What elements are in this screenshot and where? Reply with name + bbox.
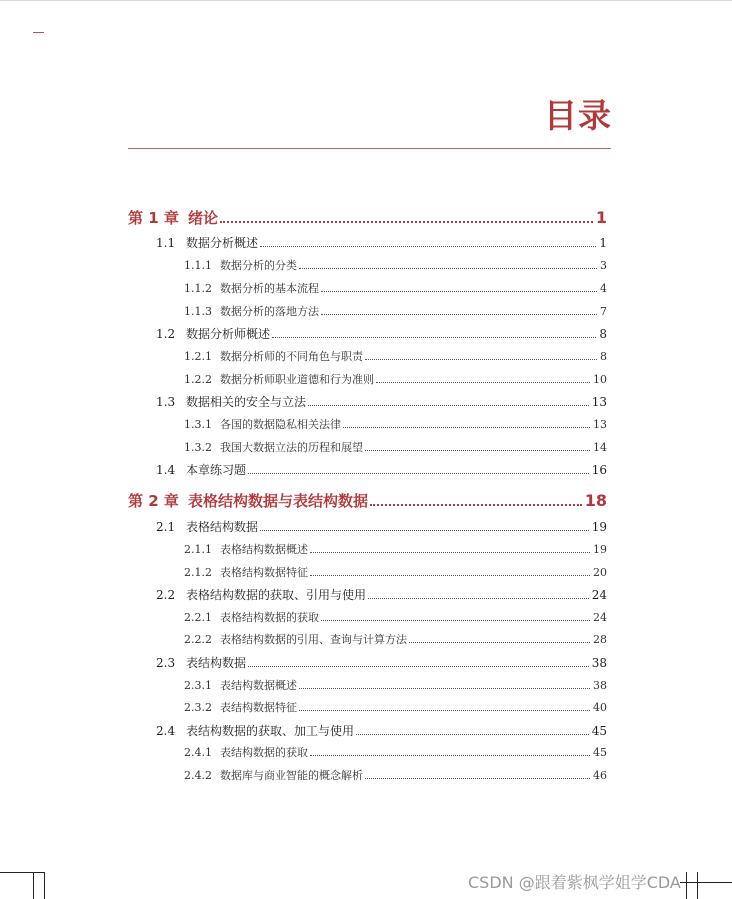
dot-leader — [368, 597, 589, 599]
toc-label: 表格结构数据特征 — [220, 566, 308, 579]
toc-label: 数据分析的落地方法 — [220, 305, 319, 318]
dot-leader — [299, 709, 590, 711]
toc-label: 表结构数据概述 — [220, 679, 297, 692]
toc-label: 数据分析师职业道德和行为准则 — [220, 373, 374, 386]
toc-subsection-1-2-1[interactable] — [184, 348, 607, 364]
toc-section-1-3[interactable] — [156, 393, 607, 411]
toc-number: 2.4 — [156, 724, 176, 738]
corner-mark — [33, 32, 44, 33]
toc-number: 1.3 — [156, 395, 176, 409]
toc-chapter-2[interactable] — [128, 490, 607, 510]
toc-label: 表结构数据特征 — [220, 701, 297, 714]
toc-subsection-2-1-2[interactable] — [184, 564, 607, 580]
toc-page-number: 1 — [595, 208, 607, 227]
toc-section-2-3[interactable] — [156, 654, 607, 672]
toc-subsection-2-2-2[interactable] — [184, 631, 607, 647]
toc-label: 表格结构数据的获取、引用与使用 — [186, 588, 367, 602]
toc-label: 数据分析师的不同角色与职责 — [220, 350, 363, 363]
crop-mark-left-v1 — [33, 872, 34, 899]
dot-leader — [248, 665, 589, 667]
toc-page-number: 38 — [593, 679, 607, 692]
crop-mark-left-v2 — [44, 872, 45, 899]
toc-label: 数据分析师概述 — [186, 327, 271, 341]
toc-page-number: 19 — [593, 543, 607, 556]
toc-page-number: 8 — [599, 327, 607, 341]
toc-page-number: 1 — [599, 236, 607, 250]
toc-number: 1.4 — [156, 463, 176, 477]
toc-subsection-1-3-1[interactable] — [184, 416, 607, 432]
toc-number: 第 1 章 — [128, 209, 179, 227]
toc-number: 2.4.2 — [184, 769, 212, 782]
toc-label: 各国的数据隐私相关法律 — [220, 418, 341, 431]
toc-label: 表结构数据的获取 — [220, 746, 308, 759]
dot-leader — [365, 777, 590, 779]
dot-leader — [356, 733, 589, 735]
toc-number: 2.1 — [156, 520, 176, 534]
toc-page-number: 10 — [593, 373, 607, 386]
dot-leader — [248, 472, 589, 474]
toc-page-number: 13 — [593, 418, 607, 431]
toc-section-1-2[interactable] — [156, 325, 607, 343]
toc-section-1-4[interactable] — [156, 461, 607, 479]
dot-leader — [310, 754, 590, 756]
toc-number: 1.1.1 — [184, 259, 212, 272]
toc-page-number: 16 — [591, 463, 607, 477]
toc-subsection-2-3-1[interactable] — [184, 677, 607, 693]
toc-page-number: 20 — [593, 566, 607, 579]
toc-number: 2.3.2 — [184, 701, 212, 714]
dot-leader — [308, 404, 589, 406]
dot-leader — [365, 358, 597, 360]
dot-leader — [260, 529, 589, 531]
toc-label: 数据库与商业智能的概念解析 — [220, 769, 363, 782]
toc-section-2-4[interactable] — [156, 722, 607, 740]
toc-number: 2.2 — [156, 588, 176, 602]
dot-leader — [299, 687, 590, 689]
toc-number: 2.1.1 — [184, 543, 212, 556]
toc-label: 数据分析的分类 — [220, 259, 297, 272]
toc-number: 1.1 — [156, 236, 176, 250]
toc-page-number: 46 — [593, 769, 607, 782]
dot-leader — [220, 220, 593, 223]
toc-chapter-1[interactable] — [128, 207, 607, 227]
toc-number: 1.2.1 — [184, 350, 212, 363]
dot-leader — [343, 426, 590, 428]
toc-page-number: 19 — [591, 520, 607, 534]
toc-subsection-1-1-1[interactable] — [184, 257, 607, 273]
toc-number: 2.1.2 — [184, 566, 212, 579]
page-title: 目录 — [544, 96, 612, 135]
toc-number: 2.2.2 — [184, 633, 212, 646]
dot-leader — [299, 267, 597, 269]
toc-page-number: 45 — [591, 724, 607, 738]
toc-number: 1.1.2 — [184, 282, 212, 295]
toc-page-number: 45 — [593, 746, 607, 759]
toc-label: 表格结构数据的获取 — [220, 611, 319, 624]
dot-leader — [370, 503, 582, 506]
toc-subsection-1-2-2[interactable] — [184, 371, 607, 387]
page-top-border — [0, 0, 732, 1]
toc-label: 数据相关的安全与立法 — [186, 395, 307, 409]
toc-subsection-2-1-1[interactable] — [184, 541, 607, 557]
toc-page-number: 28 — [593, 633, 607, 646]
toc-section-2-1[interactable] — [156, 518, 607, 536]
toc-label: 表格结构数据与表结构数据 — [188, 492, 369, 510]
toc-number: 2.3.1 — [184, 679, 212, 692]
toc-page-number: 18 — [584, 491, 607, 510]
watermark: CSDN @跟着紫枫学姐学CDA — [468, 873, 681, 892]
toc-subsection-1-3-2[interactable] — [184, 439, 607, 455]
dot-leader — [409, 641, 590, 643]
dot-leader — [376, 381, 590, 383]
toc-label: 我国大数据立法的历程和展望 — [220, 441, 363, 454]
toc-subsection-2-3-2[interactable] — [184, 699, 607, 715]
toc-page-number: 3 — [600, 259, 607, 272]
dot-leader — [321, 313, 597, 315]
toc-subsection-2-4-1[interactable] — [184, 744, 607, 760]
toc-number: 1.3.2 — [184, 441, 212, 454]
toc-number: 第 2 章 — [128, 492, 179, 510]
toc-subsection-2-4-2[interactable] — [184, 767, 607, 783]
toc-number: 1.3.1 — [184, 418, 212, 431]
toc-label: 数据分析概述 — [186, 236, 259, 250]
toc-subsection-1-1-3[interactable] — [184, 303, 607, 319]
dot-leader — [310, 574, 590, 576]
toc-number: 1.2 — [156, 327, 176, 341]
toc-label: 本章练习题 — [186, 463, 247, 477]
toc-subsection-2-2-1[interactable] — [184, 609, 607, 625]
toc-page-number: 13 — [591, 395, 607, 409]
crop-mark-left-h — [0, 872, 44, 873]
dot-leader — [321, 619, 590, 621]
toc-label: 表结构数据的获取、加工与使用 — [186, 724, 355, 738]
toc-page-number: 7 — [600, 305, 607, 318]
toc-page-number: 14 — [593, 441, 607, 454]
toc-section-2-2[interactable] — [156, 586, 607, 604]
toc-number: 2.3 — [156, 656, 176, 670]
dot-leader — [260, 245, 596, 247]
toc-section-1-1[interactable] — [156, 234, 607, 252]
dot-leader — [310, 551, 590, 553]
toc-number: 1.2.2 — [184, 373, 212, 386]
toc-label: 表格结构数据的引用、查询与计算方法 — [220, 633, 407, 646]
toc-label: 数据分析的基本流程 — [220, 282, 319, 295]
toc-page-number: 24 — [593, 611, 607, 624]
toc-label: 表格结构数据概述 — [220, 543, 308, 556]
toc-label: 表格结构数据 — [186, 520, 259, 534]
toc-number: 2.4.1 — [184, 746, 212, 759]
toc-number: 2.2.1 — [184, 611, 212, 624]
toc-label: 表结构数据 — [186, 656, 247, 670]
title-divider — [128, 148, 611, 149]
dot-leader — [365, 449, 590, 451]
toc-page-number: 24 — [591, 588, 607, 602]
toc-page-number: 8 — [600, 350, 607, 363]
toc-label: 绪论 — [188, 209, 219, 227]
toc-subsection-1-1-2[interactable] — [184, 280, 607, 296]
toc-page-number: 40 — [593, 701, 607, 714]
toc-page-number: 38 — [591, 656, 607, 670]
dot-leader — [272, 336, 596, 338]
dot-leader — [321, 290, 597, 292]
toc-page-number: 4 — [600, 282, 607, 295]
toc-number: 1.1.3 — [184, 305, 212, 318]
